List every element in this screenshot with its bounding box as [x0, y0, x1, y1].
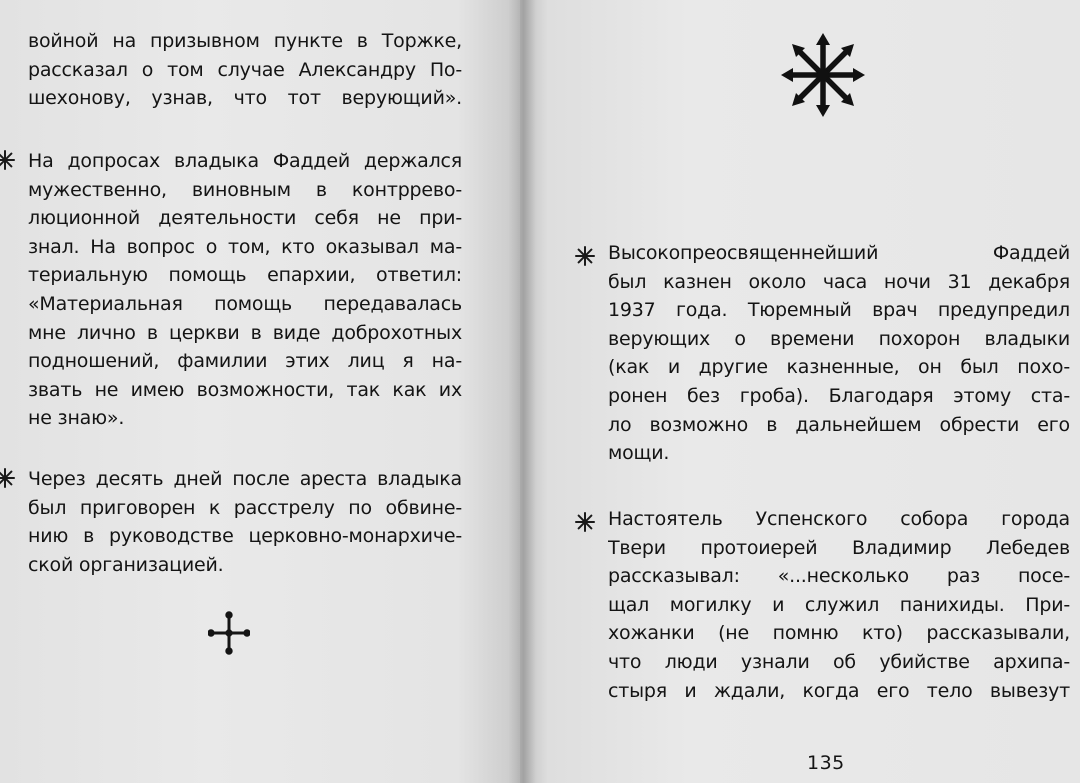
text-line: был казнен около часа ночи 31 декабря	[608, 270, 1070, 293]
text-line: не знаю».	[28, 407, 125, 430]
text-line: мне лично в церкви в виде доброхотных	[28, 321, 462, 344]
page-number: 135	[807, 752, 845, 774]
text-line: ронен без гроба). Благодаря этому ста-	[608, 384, 1070, 407]
asterisk-icon	[0, 467, 16, 489]
text-line: мужественно, виновным в контррево-	[28, 178, 462, 201]
text-line: шехонову, узнав, что тот верующий».	[28, 87, 462, 110]
text-line: щал могилку и служил панихиды. При-	[608, 593, 1070, 616]
cross-ornament-icon	[208, 611, 250, 655]
asterisk-icon	[574, 511, 596, 533]
text-line: Высокопреосвященнейший Фаддей	[608, 242, 1070, 264]
text-line: рассказывал: «...несколько раз посе-	[608, 565, 1070, 588]
left-intro-paragraph	[28, 27, 462, 113]
text-line: мощи.	[608, 442, 670, 465]
text-line: (как и другие казненные, он был похо-	[608, 356, 1070, 379]
text-line: хожанки (не помню кто) рассказывали,	[608, 622, 1070, 645]
text-line: стыря и ждали, когда его тело вывезут	[608, 679, 1070, 702]
text-line: ло возможно в дальнейшем обрести его	[608, 413, 1070, 436]
text-line: Твери протоиерей Владимир Лебедев	[608, 536, 1070, 559]
text-line: подношений, фамилии этих лиц я на-	[28, 350, 462, 373]
text-line: ской организацией.	[28, 553, 224, 576]
text-line: знал. На вопрос о том, кто оказывал ма-	[28, 235, 462, 258]
text-line: 1937 года. Тюремный врач предупредил	[608, 299, 1070, 322]
text-line: был приговорен к расстрелу по обвине-	[28, 496, 462, 519]
text-line: войной на призывном пункте в Торжке,	[28, 30, 462, 52]
text-line: звать не имею возможности, так как их	[28, 378, 462, 401]
right-page	[520, 0, 1080, 783]
asterisk-icon	[574, 245, 596, 267]
text-line: «Материальная помощь передавалась	[28, 292, 462, 315]
asterisk-icon	[0, 149, 16, 171]
text-line: На допросах владыка Фаддей держался	[28, 150, 462, 172]
text-line: люционной деятельности себя не при-	[28, 207, 462, 230]
star-ornament-icon	[778, 30, 868, 120]
text-line: нию в руководстве церковно-монархиче-	[28, 525, 462, 548]
text-line: что люди узнали об убийстве архипа-	[608, 650, 1070, 673]
right-paragraph-2	[608, 505, 1070, 705]
left-page	[0, 0, 520, 783]
text-line: териальную помощь епархии, ответил:	[28, 264, 462, 287]
text-line: рассказал о том случае Александру По-	[28, 58, 462, 81]
text-line: Через десять дней после ареста владыка	[28, 468, 462, 490]
left-paragraph-1	[28, 147, 462, 433]
right-paragraph-1	[608, 239, 1070, 468]
text-line: верующих о времени похорон владыки	[608, 327, 1070, 350]
left-paragraph-2	[28, 465, 462, 579]
text-line: Настоятель Успенского собора города	[608, 508, 1070, 530]
